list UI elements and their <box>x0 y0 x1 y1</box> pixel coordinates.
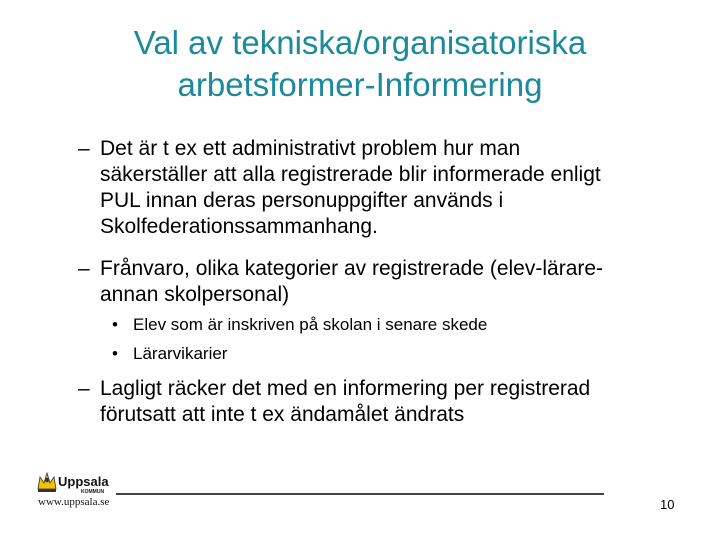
bullet-marker: – <box>78 257 90 280</box>
bullet-line: PUL innan deras personuppgifter används i <box>100 189 504 212</box>
subbullet-text: Lärarvikarier <box>133 344 228 363</box>
footer-url: www.uppsala.se <box>38 496 110 508</box>
bullet-line: förutsatt att inte t ex ändamålet ändrats <box>100 403 465 426</box>
bullet-marker: – <box>78 137 90 160</box>
subbullet-marker: • <box>112 344 118 363</box>
bullet-line: Det är t ex ett administrativt problem hur man <box>100 137 521 160</box>
bullet-text <box>100 136 601 240</box>
subbullet-text: Elev som är inskriven på skolan i senare skede <box>133 315 488 334</box>
title-line-2: arbetsformer-Informering <box>177 66 543 103</box>
footer-divider <box>116 493 604 495</box>
bullet-line: Frånvaro, olika kategorier av registrerade (elev-lärare- <box>100 257 604 280</box>
bullet-line: Lagligt räcker det med en informering per registrerad <box>100 377 591 400</box>
bullet-text <box>100 256 603 308</box>
logo-subtext: KOMMUN <box>81 489 105 495</box>
slide-title <box>60 22 660 106</box>
bullet-marker: – <box>78 377 90 400</box>
title-line-1: Val av tekniska/organisatoriska <box>133 24 587 61</box>
subbullet-marker: • <box>112 315 118 334</box>
logo-wordmark: Uppsala <box>58 474 109 489</box>
bullet-line: annan skolpersonal) <box>100 283 290 306</box>
bullet-line: säkerställer att alla registrerade blir informerade enligt <box>100 163 601 186</box>
bullet-line: Skolfederationssammanhang. <box>100 215 378 238</box>
page-number: 10 <box>660 497 675 512</box>
uppsala-logo <box>36 467 116 495</box>
bullet-text <box>100 376 590 428</box>
